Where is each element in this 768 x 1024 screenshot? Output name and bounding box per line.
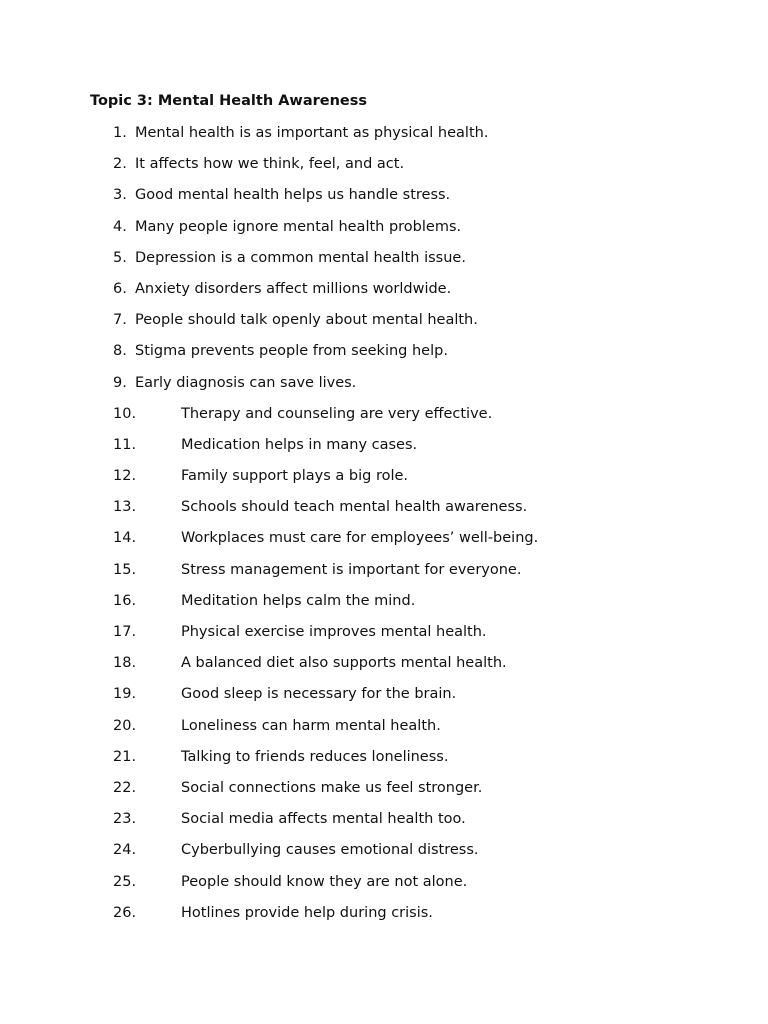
list-item-text: Cyberbullying causes emotional distress. <box>181 842 479 859</box>
list-item-text: Stress management is important for everyone. <box>181 561 522 578</box>
list-item-text: Hotlines provide help during crisis. <box>181 904 433 921</box>
list-item-number: 24. <box>113 842 137 859</box>
list-item-number: 15. <box>113 561 137 578</box>
list-item <box>0 529 768 560</box>
list-item-text: Anxiety disorders affect millions worldwide. <box>135 280 452 297</box>
numbered-list <box>0 124 768 935</box>
list-item-text: Social media affects mental health too. <box>181 811 466 828</box>
list-item-text: A balanced diet also supports mental health. <box>181 655 507 672</box>
list-item-text: Good mental health helps us handle stress. <box>135 187 451 204</box>
list-item-text: People should talk openly about mental health. <box>135 312 478 329</box>
list-item <box>0 779 768 810</box>
list-item-number: 26. <box>113 904 137 921</box>
list-item <box>0 186 768 217</box>
list-item-text: Depression is a common mental health issue. <box>135 249 466 266</box>
list-item-number: 16. <box>113 592 137 609</box>
list-item-text: Stigma prevents people from seeking help. <box>135 343 448 360</box>
list-item-text: Physical exercise improves mental health. <box>181 624 487 640</box>
list-item-text: Many people ignore mental health problems. <box>135 218 462 235</box>
list-item <box>0 280 768 311</box>
list-item <box>0 374 768 405</box>
list-item <box>0 311 768 342</box>
list-item <box>0 218 768 249</box>
list-item-number: 11. <box>113 436 137 453</box>
list-item-number: 10. <box>113 405 137 422</box>
list-item <box>0 249 768 280</box>
list-item <box>0 155 768 186</box>
list-item-number: 4. <box>113 218 127 235</box>
list-item-number: 8. <box>113 343 127 360</box>
list-item-number: 7. <box>113 312 127 329</box>
list-item-number: 20. <box>113 717 137 734</box>
list-item-number: 1. <box>113 125 127 141</box>
list-item-number: 5. <box>113 249 127 266</box>
list-item-number: 25. <box>113 873 137 890</box>
list-item <box>0 561 768 592</box>
list-item <box>0 717 768 748</box>
list-item-text: Mental health is as important as physical health. <box>135 125 489 141</box>
list-item-number: 22. <box>113 779 137 796</box>
list-item-number: 18. <box>113 655 137 672</box>
list-item-number: 12. <box>113 468 137 485</box>
list-item-text: Good sleep is necessary for the brain. <box>181 686 457 703</box>
list-item <box>0 810 768 841</box>
list-item <box>0 405 768 436</box>
list-item <box>0 904 768 935</box>
list-item-text: It affects how we think, feel, and act. <box>135 156 405 173</box>
list-item-text: Early diagnosis can save lives. <box>135 374 357 391</box>
list-item-number: 14. <box>113 530 137 547</box>
list-item-number: 6. <box>113 280 127 297</box>
list-item-text: Therapy and counseling are very effective. <box>181 405 493 422</box>
list-item-number: 17. <box>113 624 137 640</box>
list-item-text: Talking to friends reduces loneliness. <box>181 748 449 765</box>
list-item <box>0 654 768 685</box>
list-item-text: People should know they are not alone. <box>181 873 468 890</box>
list-item <box>0 685 768 716</box>
list-item-text: Loneliness can harm mental health. <box>181 717 441 734</box>
list-item-number: 3. <box>113 187 127 204</box>
list-item-number: 2. <box>113 156 127 173</box>
list-item-number: 21. <box>113 748 137 765</box>
document-title: Topic 3: Mental Health Awareness <box>90 93 368 109</box>
list-item-text: Schools should teach mental health awareness. <box>181 499 528 516</box>
list-item <box>0 467 768 498</box>
list-item-text: Medication helps in many cases. <box>181 436 418 453</box>
list-item-text: Family support plays a big role. <box>181 468 409 485</box>
list-item <box>0 841 768 872</box>
list-item <box>0 623 768 654</box>
list-item <box>0 498 768 529</box>
list-item-text: Meditation helps calm the mind. <box>181 592 416 609</box>
list-item <box>0 748 768 779</box>
list-item-number: 23. <box>113 811 137 828</box>
list-item <box>0 124 768 155</box>
list-item-number: 9. <box>113 374 127 391</box>
list-item-text: Social connections make us feel stronger. <box>181 779 483 796</box>
list-item <box>0 592 768 623</box>
list-item <box>0 873 768 904</box>
list-item-text: Workplaces must care for employees’ well-being. <box>181 530 539 547</box>
list-item <box>0 436 768 467</box>
list-item <box>0 342 768 373</box>
list-item-number: 13. <box>113 499 137 516</box>
list-item-number: 19. <box>113 686 137 703</box>
